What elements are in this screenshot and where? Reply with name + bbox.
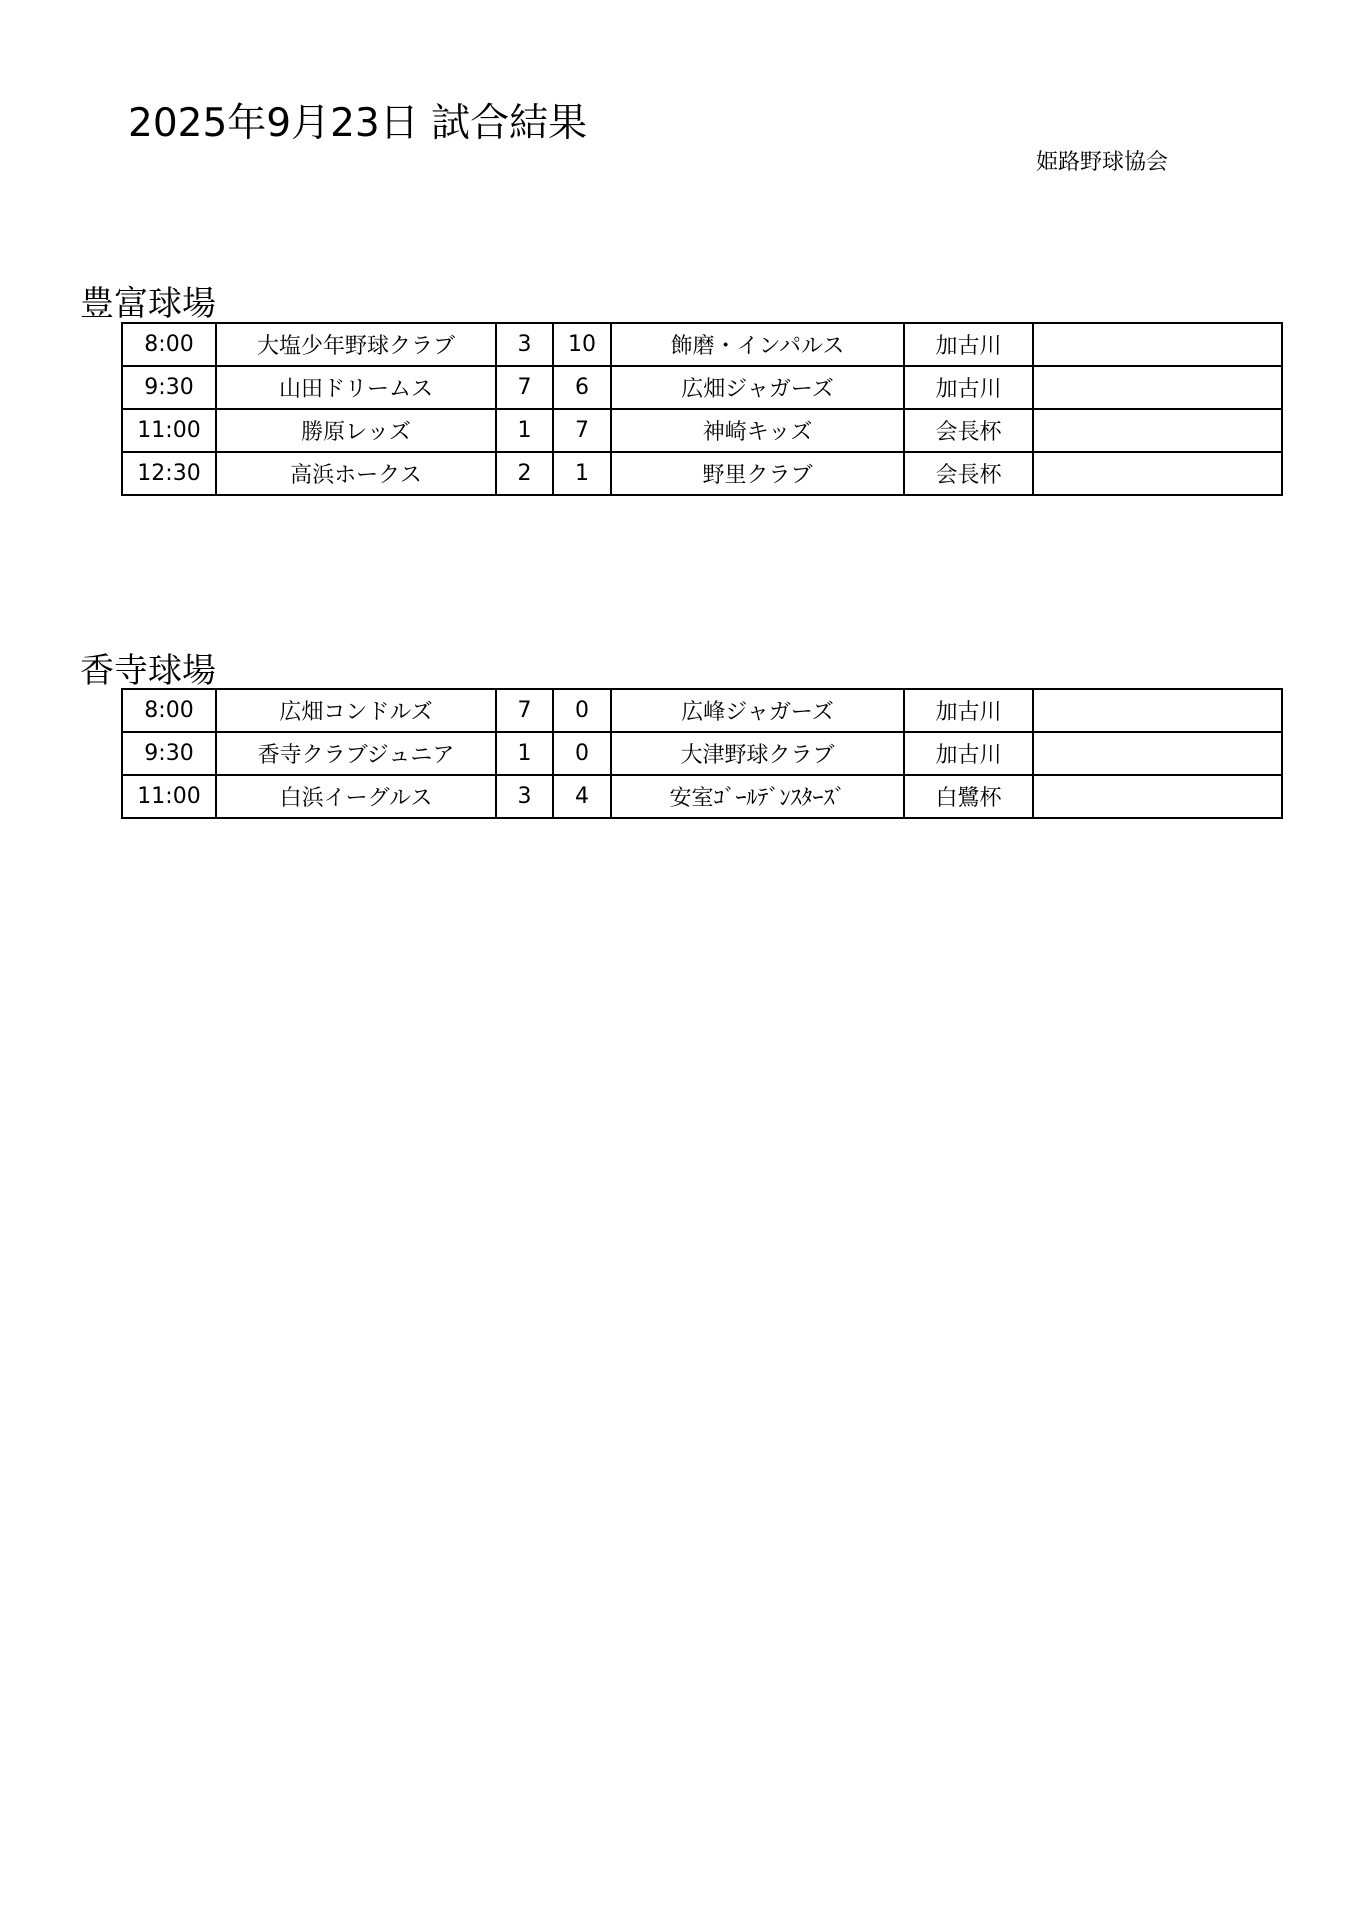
game-time: 12:30 (122, 452, 216, 495)
away-team: 広峰ジャガーズ (611, 689, 904, 732)
page-title: 2025年9月23日 試合結果 (128, 101, 588, 146)
game-category: 加古川 (904, 366, 1033, 409)
game-note (1033, 775, 1282, 818)
game-time: 8:00 (122, 323, 216, 366)
game-note (1033, 452, 1282, 495)
away-team: 野里クラブ (611, 452, 904, 495)
away-team: 安室ｺﾞｰﾙﾃﾞﾝｽﾀｰｽﾞ (611, 775, 904, 818)
away-score: 0 (553, 689, 611, 732)
home-team: 大塩少年野球クラブ (216, 323, 496, 366)
venue-title-toyotomi: 豊富球場 (80, 284, 216, 324)
away-team: 飾磨・インパルス (611, 323, 904, 366)
away-score: 7 (553, 409, 611, 452)
away-score: 0 (553, 732, 611, 775)
home-team: 山田ドリームス (216, 366, 496, 409)
table-row (122, 732, 1282, 775)
results-table-toyotomi (121, 322, 1283, 496)
organization-name: 姫路野球協会 (1036, 150, 1169, 175)
game-category: 加古川 (904, 732, 1033, 775)
game-category: 会長杯 (904, 409, 1033, 452)
table-row (122, 366, 1282, 409)
home-score: 7 (496, 366, 553, 409)
home-team: 香寺クラブジュニア (216, 732, 496, 775)
home-score: 1 (496, 409, 553, 452)
game-time: 11:00 (122, 775, 216, 818)
game-note (1033, 323, 1282, 366)
game-note (1033, 689, 1282, 732)
game-note (1033, 366, 1282, 409)
away-score: 10 (553, 323, 611, 366)
home-score: 2 (496, 452, 553, 495)
away-score: 1 (553, 452, 611, 495)
away-score: 4 (553, 775, 611, 818)
game-time: 11:00 (122, 409, 216, 452)
game-time: 9:30 (122, 732, 216, 775)
game-time: 8:00 (122, 689, 216, 732)
home-score: 3 (496, 323, 553, 366)
home-team: 勝原レッズ (216, 409, 496, 452)
away-score: 6 (553, 366, 611, 409)
home-team: 高浜ホークス (216, 452, 496, 495)
away-team: 広畑ジャガーズ (611, 366, 904, 409)
game-category: 会長杯 (904, 452, 1033, 495)
results-table-kodera (121, 688, 1283, 819)
away-team: 神崎キッズ (611, 409, 904, 452)
game-category: 加古川 (904, 323, 1033, 366)
home-score: 3 (496, 775, 553, 818)
table-row (122, 689, 1282, 732)
venue-title-kodera: 香寺球場 (80, 651, 216, 691)
table-row (122, 409, 1282, 452)
home-score: 1 (496, 732, 553, 775)
game-category: 加古川 (904, 689, 1033, 732)
game-note (1033, 409, 1282, 452)
home-team: 広畑コンドルズ (216, 689, 496, 732)
table-row (122, 323, 1282, 366)
game-time: 9:30 (122, 366, 216, 409)
table-row (122, 452, 1282, 495)
home-team: 白浜イーグルス (216, 775, 496, 818)
home-score: 7 (496, 689, 553, 732)
table-row (122, 775, 1282, 818)
game-note (1033, 732, 1282, 775)
away-team: 大津野球クラブ (611, 732, 904, 775)
game-category: 白鷺杯 (904, 775, 1033, 818)
